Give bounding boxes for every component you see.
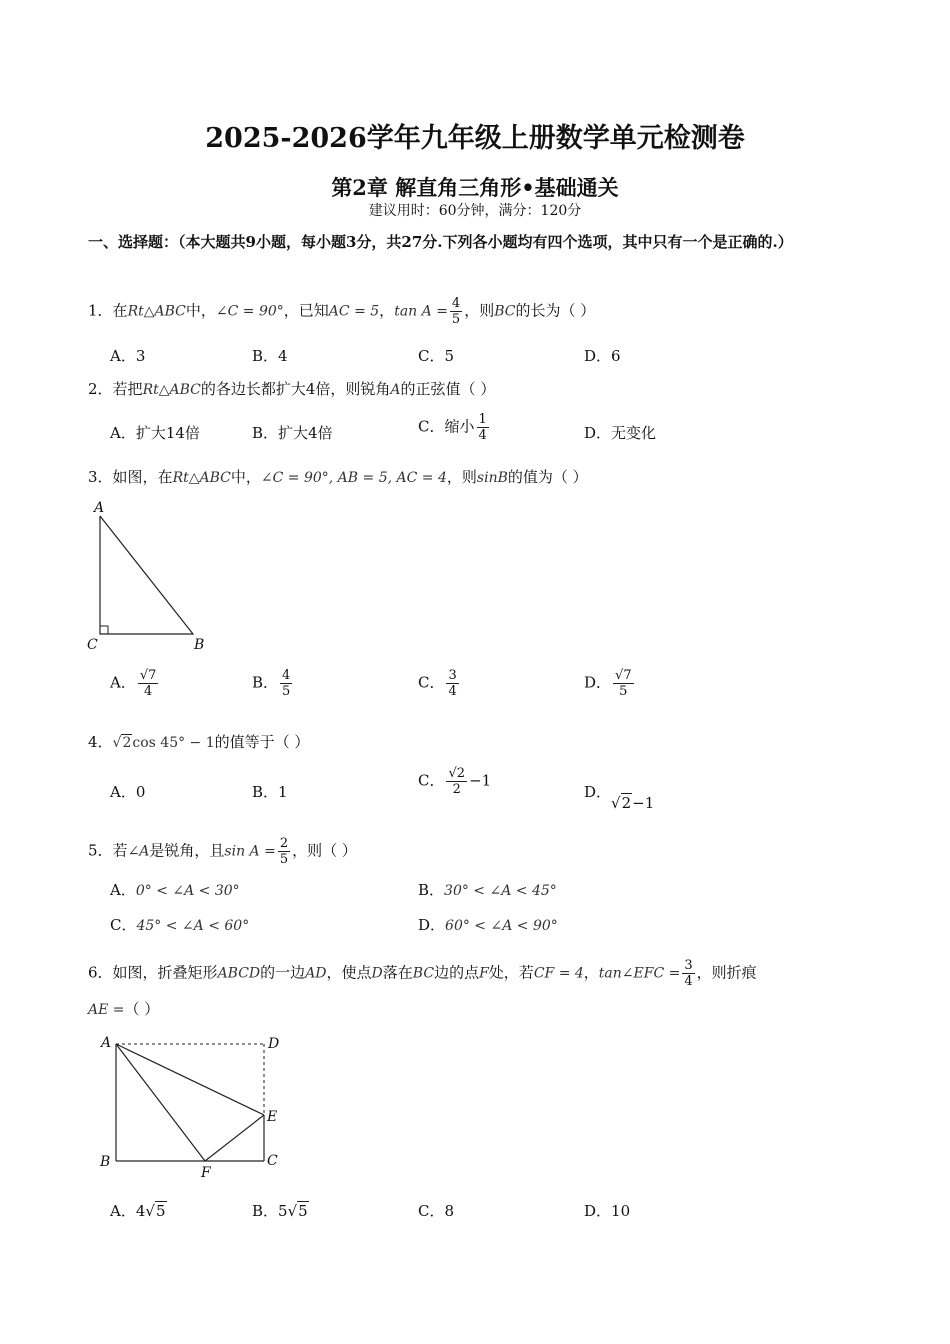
page-title: 2025-2026学年九年级上册数学单元检测卷: [205, 123, 745, 154]
denominator: 2: [452, 782, 461, 797]
q-text: 如图，折叠矩形: [112, 963, 218, 982]
q-text: 中，: [230, 468, 261, 486]
vertex-label-a: A: [94, 500, 105, 516]
radicand: 2: [621, 794, 632, 812]
fraction: [138, 668, 159, 699]
fraction: [278, 836, 290, 867]
q-text: ，使点: [326, 963, 372, 982]
question-number: 5．: [88, 841, 113, 860]
radicand: 2: [122, 735, 132, 751]
q-text: ，已知: [283, 301, 329, 320]
option-value: 45° < ∠A < 60°: [136, 918, 250, 934]
q-text: 若把: [112, 380, 143, 398]
option-label: B．: [418, 881, 445, 899]
denominator: 4: [478, 428, 487, 443]
math-expr: tan∠EFC =: [598, 965, 681, 982]
numerator: √7: [139, 668, 157, 683]
radicand: 7: [148, 668, 157, 683]
vertex-label-e: E: [267, 1109, 278, 1125]
radicand: 7: [623, 668, 632, 683]
q-text: （ ）: [124, 1000, 160, 1018]
option-value: 扩大14倍: [135, 424, 200, 442]
time-score-hint: 建议用时：60分钟，满分：120分: [368, 203, 582, 219]
q5-option-d[interactable]: [418, 914, 558, 935]
option-label: D．: [584, 424, 612, 442]
option-value: 3: [135, 347, 146, 365]
option-label: D．: [584, 347, 612, 365]
question-number: 4．: [88, 733, 113, 751]
vertex-label-d: D: [268, 1036, 280, 1052]
question-3: [88, 466, 588, 487]
q3-option-a[interactable]: [110, 668, 160, 699]
q-text: 的各边长都扩大4倍，则锐角: [200, 380, 391, 398]
option-label: A．: [110, 673, 136, 692]
option-label: A．: [110, 783, 136, 801]
numerator: 4: [282, 668, 291, 683]
question-5: [88, 836, 357, 867]
option-label: B．: [252, 424, 279, 442]
vertex-label-a: A: [101, 1035, 112, 1051]
vertex-label-f: F: [201, 1165, 211, 1181]
q6-option-b[interactable]: B．5√5: [252, 1202, 308, 1220]
option-value: 0: [135, 783, 146, 801]
triangle-abc: [100, 516, 193, 634]
option-value: 4: [278, 347, 288, 365]
q-text: 的正弦值（ ）: [400, 380, 496, 398]
numerator: 3: [684, 958, 693, 973]
math-expr: ABCD: [217, 965, 261, 982]
q3-triangle-figure: [80, 496, 220, 656]
math-expr: A: [390, 382, 401, 398]
option-label: D．: [584, 1202, 612, 1220]
math-expr: ∠C = 90°, AB = 5, AC = 4: [260, 470, 447, 486]
option-label: A．: [110, 424, 136, 442]
fraction: [477, 412, 489, 443]
q-text: ，: [379, 301, 395, 320]
q-text: 中，: [185, 301, 216, 320]
option-label: C．: [110, 916, 137, 934]
option-value: 缩小: [444, 417, 475, 436]
section-heading: 一、选择题：（本大题共9小题，每小题3分，共27分.下列各小题均有四个选项，其中只有一个是正确的.）: [88, 233, 793, 251]
math-expr: AC = 5: [328, 303, 380, 320]
q1-option-c[interactable]: [418, 345, 454, 366]
math-expr: D: [371, 965, 383, 982]
option-value: 无变化: [611, 424, 657, 442]
option-value: 8: [444, 1202, 455, 1220]
option-value: 10: [611, 1202, 631, 1220]
option-label: A．: [110, 881, 136, 899]
fraction: [446, 766, 467, 797]
option-tail: −1: [469, 771, 492, 790]
option-label: D．: [584, 673, 612, 692]
q4-option-c[interactable]: [418, 766, 491, 797]
denominator: 5: [282, 684, 291, 699]
denominator: 4: [684, 974, 693, 989]
crease-ae: [116, 1044, 264, 1115]
math-expr: Rt△ABC: [142, 382, 201, 398]
option-value: 6: [611, 347, 621, 365]
option-label: C．: [418, 673, 445, 692]
q-text: 落在: [382, 963, 413, 982]
option-label: D．: [584, 783, 612, 801]
denominator: 5: [279, 852, 289, 867]
option-value: 5: [444, 347, 455, 365]
numerator: 4: [451, 296, 461, 311]
numerator: 2: [279, 836, 289, 851]
q-text: 的值为（ ）: [507, 468, 588, 486]
q6-option-a[interactable]: A．4√5: [110, 1202, 166, 1220]
option-value: 60° < ∠A < 90°: [445, 918, 558, 934]
math-expr: F: [479, 965, 489, 982]
radicand: 5: [155, 1202, 166, 1220]
q-text: 在: [112, 301, 128, 320]
q-text: 处，若: [488, 963, 534, 982]
q5-option-b[interactable]: [418, 879, 557, 900]
numerator: √2: [448, 766, 466, 781]
q1-option-d[interactable]: [584, 345, 621, 366]
math-expr: ∠A: [127, 843, 150, 860]
math-expr: AD: [305, 965, 327, 982]
q-text: ，: [583, 963, 599, 982]
radicand: 5: [298, 1202, 308, 1220]
q3-option-b[interactable]: [252, 668, 294, 699]
math-expr: Rt△ABC: [172, 470, 231, 486]
option-label: C．: [418, 347, 445, 365]
denominator: 4: [143, 684, 153, 699]
math-expr: cos 45° − 1: [132, 735, 215, 751]
option-label: C．: [418, 1202, 445, 1220]
q1-option-b[interactable]: [252, 345, 288, 366]
question-number: 3．: [88, 468, 113, 486]
vertex-label-b: B: [194, 637, 205, 653]
question-number: 1．: [88, 301, 113, 320]
q-text: ，则折痕: [696, 963, 757, 982]
q5-option-c[interactable]: [110, 914, 249, 935]
segment-fe: [205, 1115, 264, 1161]
q6-rectangle-fold-figure: [95, 1030, 290, 1185]
q2-option-a[interactable]: [110, 422, 200, 443]
q-text: 的值等于（ ）: [214, 733, 310, 751]
option-label: C．: [418, 417, 445, 436]
q2-option-d[interactable]: [584, 422, 656, 443]
q3-option-d[interactable]: [584, 668, 636, 699]
fraction: [450, 296, 462, 327]
option-label: D．: [418, 916, 446, 934]
math-expr: sinB: [476, 470, 508, 486]
q-text: 的长为（ ）: [515, 301, 596, 320]
q4-option-d[interactable]: [584, 781, 655, 812]
math-expr: sin A =: [224, 843, 276, 860]
option-label: A．: [110, 347, 136, 365]
vertex-label-c: C: [267, 1153, 278, 1169]
numerator: 1: [478, 412, 487, 427]
option-label: C．: [418, 771, 445, 790]
q-text: ，则: [446, 468, 477, 486]
denominator: 4: [448, 684, 457, 699]
q-text: 若: [112, 841, 128, 860]
q4-option-a[interactable]: [110, 781, 145, 802]
denominator: 5: [451, 312, 461, 327]
chapter-subtitle: 第2章 解直角三角形•基础通关: [331, 175, 619, 200]
q-text: 如图，在: [112, 468, 173, 486]
question-2: [88, 378, 495, 399]
q6-option-c[interactable]: [418, 1200, 454, 1221]
segment-af: [116, 1044, 205, 1161]
q4-option-b[interactable]: [252, 781, 288, 802]
question-6-line2: [88, 998, 159, 1019]
option-value: 扩大4倍: [278, 424, 333, 442]
question-1: [88, 296, 595, 327]
coefficient: 4: [135, 1202, 146, 1220]
q1-option-a[interactable]: [110, 345, 145, 366]
option-label: B．: [252, 347, 279, 365]
math-expr: AE =: [88, 1002, 125, 1018]
q-text: 的一边: [260, 963, 306, 982]
question-4: [88, 731, 309, 752]
math-expr: ∠C = 90°: [215, 303, 284, 320]
coefficient: 5: [278, 1202, 288, 1220]
option-label: A．: [110, 1202, 136, 1220]
q2-option-c[interactable]: [418, 412, 491, 443]
denominator: 5: [619, 684, 628, 699]
q-text: 边的点: [434, 963, 480, 982]
numerator: √7: [615, 668, 632, 683]
numerator: 3: [448, 668, 457, 683]
math-expr: CF = 4: [533, 965, 584, 982]
q3-option-c[interactable]: [418, 668, 461, 699]
option-tail: −1: [632, 794, 655, 812]
right-angle-mark: [100, 626, 108, 634]
vertex-label-b: B: [100, 1154, 111, 1170]
option-label: B．: [252, 783, 279, 801]
q2-option-b[interactable]: [252, 422, 333, 443]
option-label: B．: [252, 1202, 279, 1220]
q-text: ，则: [464, 301, 495, 320]
fraction: [613, 668, 634, 699]
option-label: B．: [252, 673, 279, 692]
sqrt-expr: √2−1: [611, 794, 655, 812]
question-6: [88, 958, 757, 989]
option-value: 1: [278, 783, 288, 801]
q-text: ，则（ ）: [292, 841, 357, 860]
radicand: 2: [456, 766, 466, 781]
math-expr: BC: [412, 965, 435, 982]
question-number: 2．: [88, 380, 113, 398]
fraction: [446, 668, 458, 699]
math-expr: Rt△ABC: [127, 303, 186, 320]
math-expr: √2: [112, 735, 132, 751]
q6-option-d[interactable]: [584, 1200, 630, 1221]
math-expr: tan A =: [394, 303, 448, 320]
fraction: [682, 958, 694, 989]
option-value: 0° < ∠A < 30°: [135, 883, 240, 899]
question-number: 6．: [88, 963, 113, 982]
math-expr: BC: [494, 303, 516, 320]
fraction: [280, 668, 292, 699]
q5-option-a[interactable]: [110, 879, 240, 900]
q-text: 是锐角，且: [149, 841, 225, 860]
vertex-label-c: C: [87, 637, 98, 653]
option-value: 30° < ∠A < 45°: [444, 883, 557, 899]
